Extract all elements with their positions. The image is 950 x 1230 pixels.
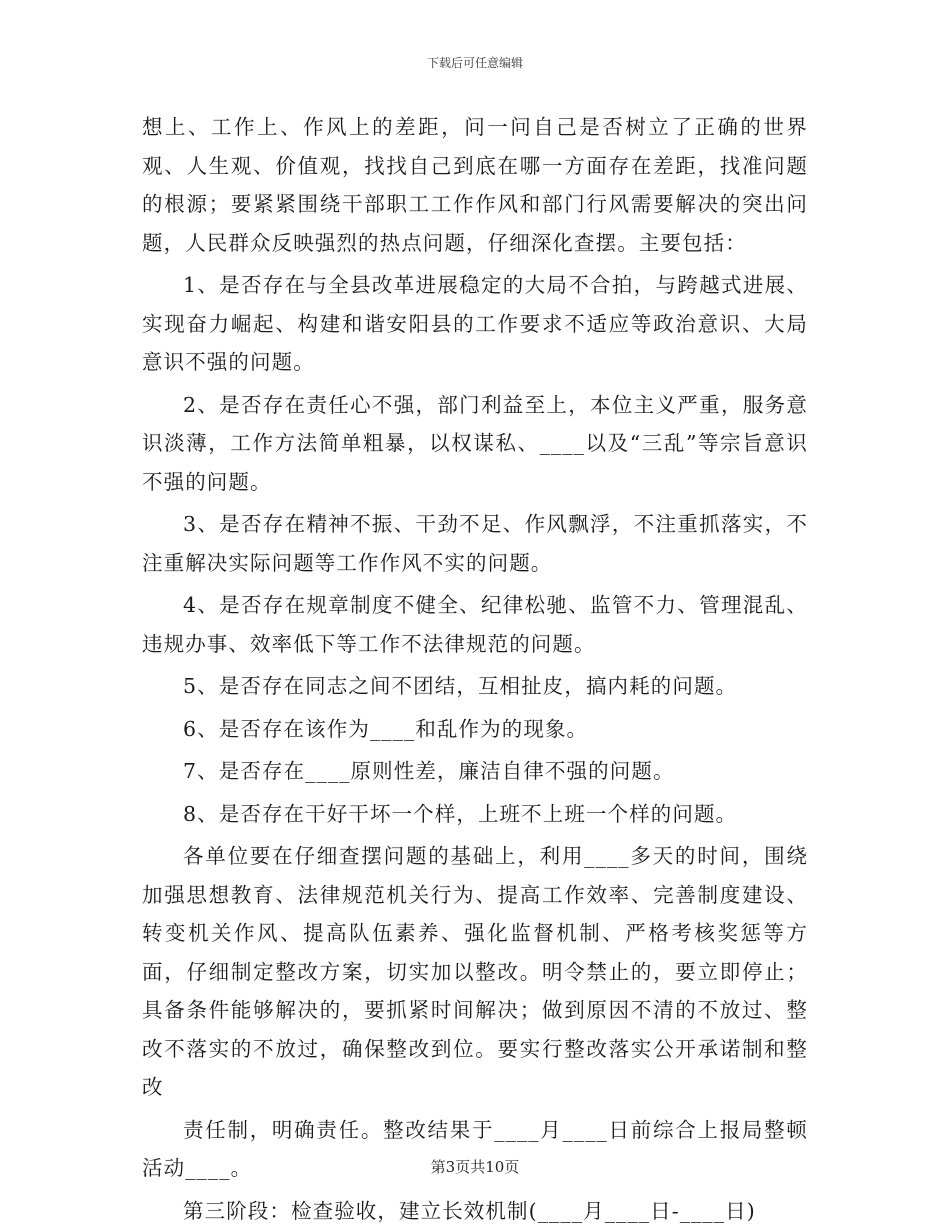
- list-item-7: 7、是否存在____原则性差，廉洁自律不强的问题。: [183, 759, 675, 783]
- paragraph-responsibility: 责任制，明确责任。整改结果于____月____日前综合上报局整顿活动____。: [142, 1117, 808, 1180]
- list-item-1: 1、是否存在与全县改革进展稳定的大局不合拍，与跨越式进展、实现奋力崛起、构建和谐安阳县的工作要求不适应等政治意识、大局意识不强的问题。: [142, 273, 808, 374]
- paragraph-continuation: 想上、工作上、作风上的差距，问一问自己是否树立了正确的世界观、人生观、价值观，找找自己到底在哪一方面存在差距，找准问题的根源；要紧紧围绕干部职工工作作风和部门行风需要解决的突出问题，人民群众反映强烈的热点问题，仔细深化查摆。主要包括：: [142, 115, 808, 255]
- page-number: 第3页共10页: [430, 1158, 520, 1176]
- paragraph-rectification: 各单位要在仔细查摆问题的基础上，利用____多天的时间，围绕加强思想教育、法律规范机关行为、提高工作效率、完善制度建设、转变机关作风、提高队伍素养、强化监督机制、严格考核奖惩等方面，仔细制定整改方案，切实加以整改。明令禁止的，要立即停止；具备条件能够解决的，要抓紧时间解决；做到原因不清的不放过、整改不落实的不放过，确保整改到位。要实行整改落实公开承诺制和整改: [142, 844, 808, 1099]
- list-item-2: 2、是否存在责任心不强，部门利益至上，本位主义严重，服务意识淡薄，工作方法简单粗暴，以权谋私、____以及“三乱”等宗旨意识不强的问题。: [142, 392, 808, 494]
- list-item-6: 6、是否存在该作为____和乱作为的现象。: [183, 716, 589, 741]
- list-item-3: 3、是否存在精神不振、干劲不足、作风飘浮，不注重抓落实，不注重解决实际问题等工作作风不实的问题。: [142, 512, 808, 575]
- page-header: 下载后可任意编辑: [426, 56, 523, 70]
- document-body: [142, 108, 808, 1230]
- list-item-5: 5、是否存在同志之间不团结，互相扯皮，搞内耗的问题。: [183, 674, 738, 698]
- list-item-4: 4、是否存在规章制度不健全、纪律松驰、监管不力、管理混乱、违规办事、效率低下等工作不法律规范的问题。: [142, 593, 808, 656]
- list-item-8: 8、是否存在干好干坏一个样，上班不上班一个样的问题。: [183, 801, 738, 826]
- section-heading-stage-3: 第三阶段：检查验收，建立长效机制(____月____日-____日): [183, 1198, 756, 1223]
